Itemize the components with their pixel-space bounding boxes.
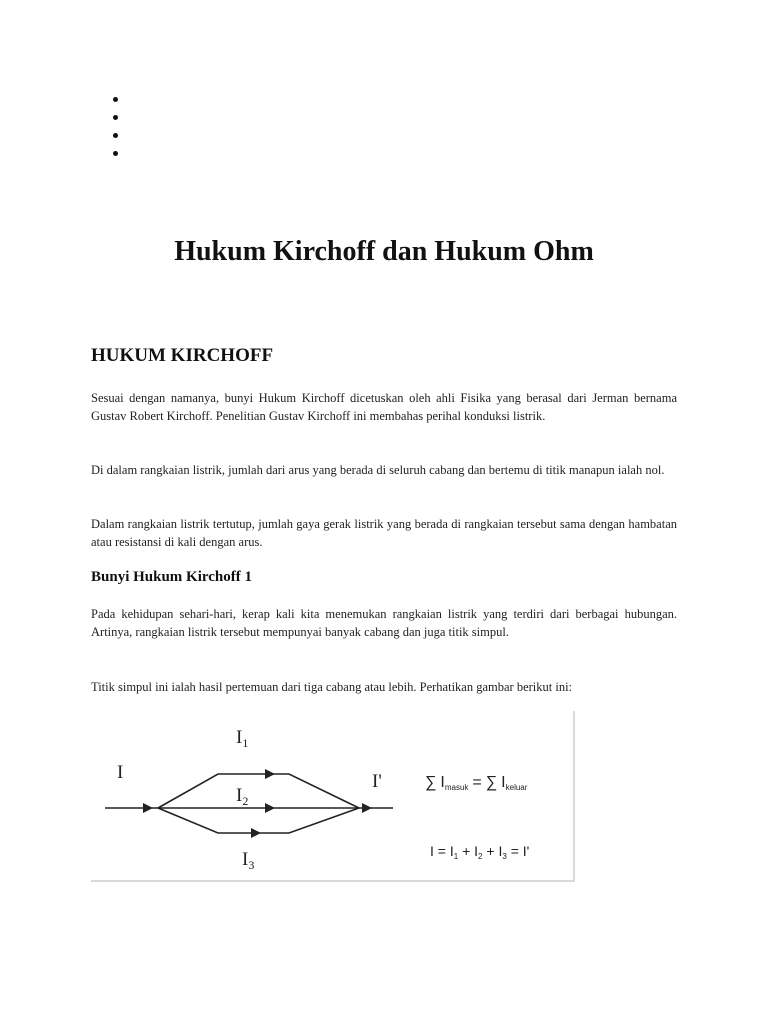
bullet-item (113, 133, 118, 138)
circuit-wires (105, 774, 393, 833)
equation-sum: ∑ Imasuk = ∑ Ikeluar (425, 774, 528, 792)
bullet-item (113, 115, 118, 120)
subsection-heading: Bunyi Hukum Kirchoff 1 (91, 569, 253, 585)
wire-branch-bottom (158, 808, 359, 833)
label-current-out: I' (372, 771, 382, 792)
label-i2: $I_2$ (236, 785, 249, 808)
page-title: Hukum Kirchoff dan Hukum Ohm (174, 236, 594, 267)
label-current-in: I (117, 762, 124, 783)
label-i1: $I_1$ (236, 727, 249, 750)
paragraph: Sesuai dengan namanya, bunyi Hukum Kirchoff dicetuskan oleh ahli Fisika yang berasal dari Jerman bernama Gustav Robert Kirchoff. Penelitian Gustav Kirchoff ini membahas perihal konduksi listrik. (91, 391, 677, 423)
arrow-bottom-icon (251, 828, 261, 838)
arrow-output-icon (362, 803, 372, 813)
bullet-list (113, 97, 118, 169)
arrow-top-icon (265, 769, 275, 779)
paragraph: Di dalam rangkaian listrik, jumlah dari arus yang berada di seluruh cabang dan bertemu di titik manapun ialah nol. (91, 463, 665, 477)
bullet-item (113, 97, 118, 102)
paragraph: Dalam rangkaian listrik tertutup, jumlah gaya gerak listrik yang berada di rangkaian tersebut sama dengan hambatan atau resistansi di kali dengan arus. (91, 517, 677, 549)
section-heading: HUKUM KIRCHOFF (91, 345, 274, 366)
equation-currents: $I = I_1 + I_2 + I_3 = I'$ (430, 843, 530, 861)
paragraph: Titik simpul ini ialah hasil pertemuan dari tiga cabang atau lebih. Perhatikan gambar berikut ini: (91, 680, 573, 694)
wire-branch-top (158, 774, 359, 808)
arrow-middle-icon (265, 803, 275, 813)
label-i3: $I_3$ (242, 849, 255, 872)
current-arrows (143, 769, 372, 838)
bullet-item (113, 151, 118, 156)
kirchhoff-junction-figure (91, 711, 577, 883)
arrow-input-icon (143, 803, 153, 813)
paragraph: Pada kehidupan sehari-hari, kerap kali kita menemukan rangkaian listrik yang terdiri dari berbagai hubungan. Artinya, rangkaian listrik tersebut mempunyai banyak cabang dan juga titik simpul. (91, 607, 677, 639)
